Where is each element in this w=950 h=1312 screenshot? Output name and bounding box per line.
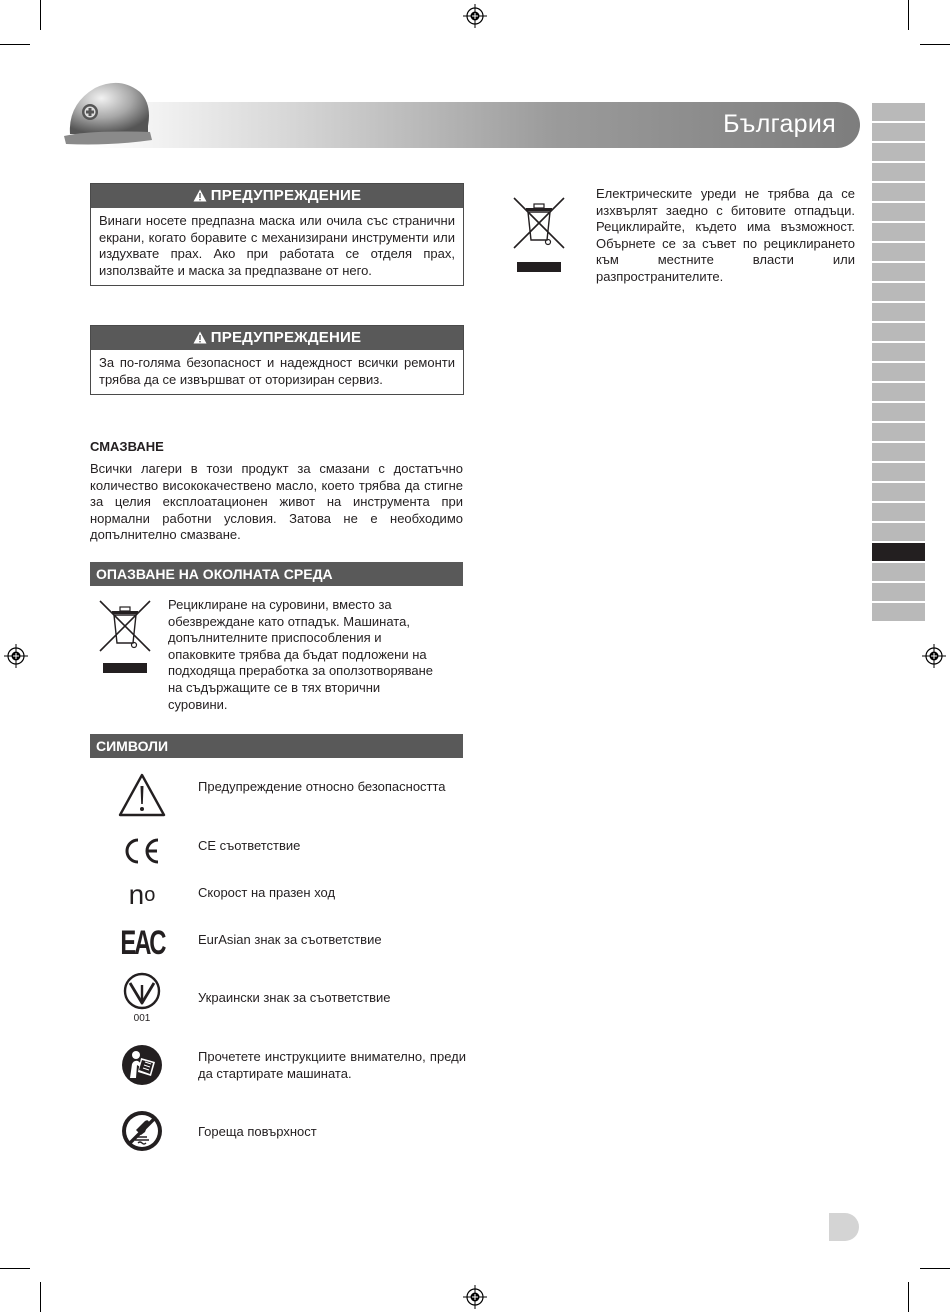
warning-box: [90, 325, 464, 395]
chapter-tab-active: [872, 543, 925, 561]
no-load-speed-icon: [116, 870, 168, 920]
environment-header: ОПАЗВАНЕ НА ОКОЛНАТА СРЕДА: [90, 562, 463, 586]
symbol-description: Прочетете инструкциите внимателно, преди да стартирате машината.: [198, 1049, 466, 1081]
symbol-description: Скорост на празен ход: [198, 885, 336, 900]
symbol-description: Гореща повърхност: [198, 1124, 317, 1139]
symbol-description: CE съответствие: [198, 838, 301, 853]
warning-header: [91, 326, 463, 350]
chapter-tab: [872, 263, 925, 281]
crossed-bin-icon: [512, 196, 568, 274]
chapter-tab: [872, 343, 925, 361]
symbols-header: СИМВОЛИ: [90, 734, 463, 758]
ukrainian-mark-icon: [116, 966, 168, 1028]
chapter-tab: [872, 103, 925, 121]
chapter-tab: [872, 563, 925, 581]
crop-mark: [908, 0, 909, 30]
crossed-bin-icon: [98, 599, 154, 675]
lubrication-text: Всички лагери в този продукт за смазани с достатъчно количество висококачествено масло, което трябва да стигне за целия експлоатационен живот на инструмента при нормални работни условия. Затова не е необходимо допълнително смазване.: [90, 461, 463, 543]
crop-mark: [908, 1282, 909, 1312]
helmet-icon: [60, 74, 160, 150]
chapter-tab: [872, 243, 925, 261]
symbol-description: Украински знак за съответствие: [198, 990, 391, 1005]
chapter-tab: [872, 383, 925, 401]
chapter-tab: [872, 403, 925, 421]
eac-mark-icon: [116, 918, 168, 968]
chapter-tab: [872, 303, 925, 321]
chapter-tab: [872, 443, 925, 461]
chapter-tab: [872, 423, 925, 441]
warning-triangle-icon: [193, 189, 207, 202]
page-title: България: [723, 110, 836, 138]
symbol-description: EurAsian знак за съответствие: [198, 932, 382, 947]
warning-label: ПРЕДУПРЕЖДЕНИЕ: [210, 187, 362, 204]
chapter-tab: [872, 583, 925, 601]
environment-text: Рециклиране на суровини, вместо за обезвреждане като отпадък. Машината, допълнителните приспособления и опаковките трябва да бъдат подложени на подходяща преработка за оползотворяване на съдържащите се в тях вторични суровини.: [168, 597, 433, 712]
chapter-tab: [872, 143, 925, 161]
chapter-tab: [872, 203, 925, 221]
chapter-tab: [872, 523, 925, 541]
warning-header: [91, 184, 463, 208]
crop-mark: [0, 44, 30, 45]
chapter-tabs: [872, 103, 925, 623]
registration-mark-icon: [463, 4, 487, 28]
header-band: [92, 102, 860, 148]
crop-mark: [40, 1282, 41, 1312]
warning-triangle-icon: [193, 331, 207, 344]
lubrication-title: СМАЗВАНЕ: [90, 439, 164, 454]
chapter-tab: [872, 163, 925, 181]
hot-surface-icon: [116, 1106, 168, 1156]
warning-box: [90, 183, 464, 286]
eac-glyph: EAC: [120, 923, 164, 962]
electrical-text: Електрическите уреди не трябва да се изхвърлят заедно с битовите отпадъци. Рециклирайте, където има възможност. Обърнете се за съвет по рециклирането към местните власти или разпространителите.: [596, 186, 855, 284]
read-manual-icon: [116, 1040, 168, 1090]
chapter-tab: [872, 603, 925, 621]
registration-mark-icon: [922, 644, 946, 668]
symbol-row: [110, 770, 470, 830]
registration-mark-icon: [4, 644, 28, 668]
ukrainian-mark-code: 001: [133, 1012, 151, 1024]
no-load-glyph: n: [128, 879, 145, 910]
crop-mark: [0, 1268, 30, 1269]
warning-label: ПРЕДУПРЕЖДЕНИЕ: [210, 329, 362, 346]
warning-text: Винаги носете предпазна маска или очила със странични екрани, когато боравите с механизирани инструменти или издухвате прах. Ако при работата се отделя прах, използвайте и маска за предпазване от него.: [99, 213, 455, 278]
chapter-tab: [872, 323, 925, 341]
registration-mark-icon: [463, 1285, 487, 1309]
no-load-subscript: o: [144, 883, 156, 906]
symbol-description: Предупреждение относно безопасността: [198, 779, 446, 794]
chapter-tab: [872, 363, 925, 381]
crop-mark: [40, 0, 41, 30]
chapter-tab: [872, 503, 925, 521]
chapter-tab: [872, 223, 925, 241]
crop-mark: [920, 44, 950, 45]
symbol-row: [110, 1040, 470, 1100]
symbol-row: [110, 966, 470, 1026]
ce-mark-icon: [116, 826, 168, 876]
chapter-tab: [872, 283, 925, 301]
chapter-tab: [872, 183, 925, 201]
crop-mark: [920, 1268, 950, 1269]
warning-text: За по-голяма безопасност и надеждност всички ремонти трябва да се извършват от оторизиран сервиз.: [99, 355, 455, 387]
symbol-row: [110, 1106, 470, 1166]
chapter-tab: [872, 483, 925, 501]
warning-triangle-icon: [116, 770, 168, 820]
chapter-tab: [872, 463, 925, 481]
chapter-tab: [872, 123, 925, 141]
page-indicator: [829, 1213, 859, 1241]
